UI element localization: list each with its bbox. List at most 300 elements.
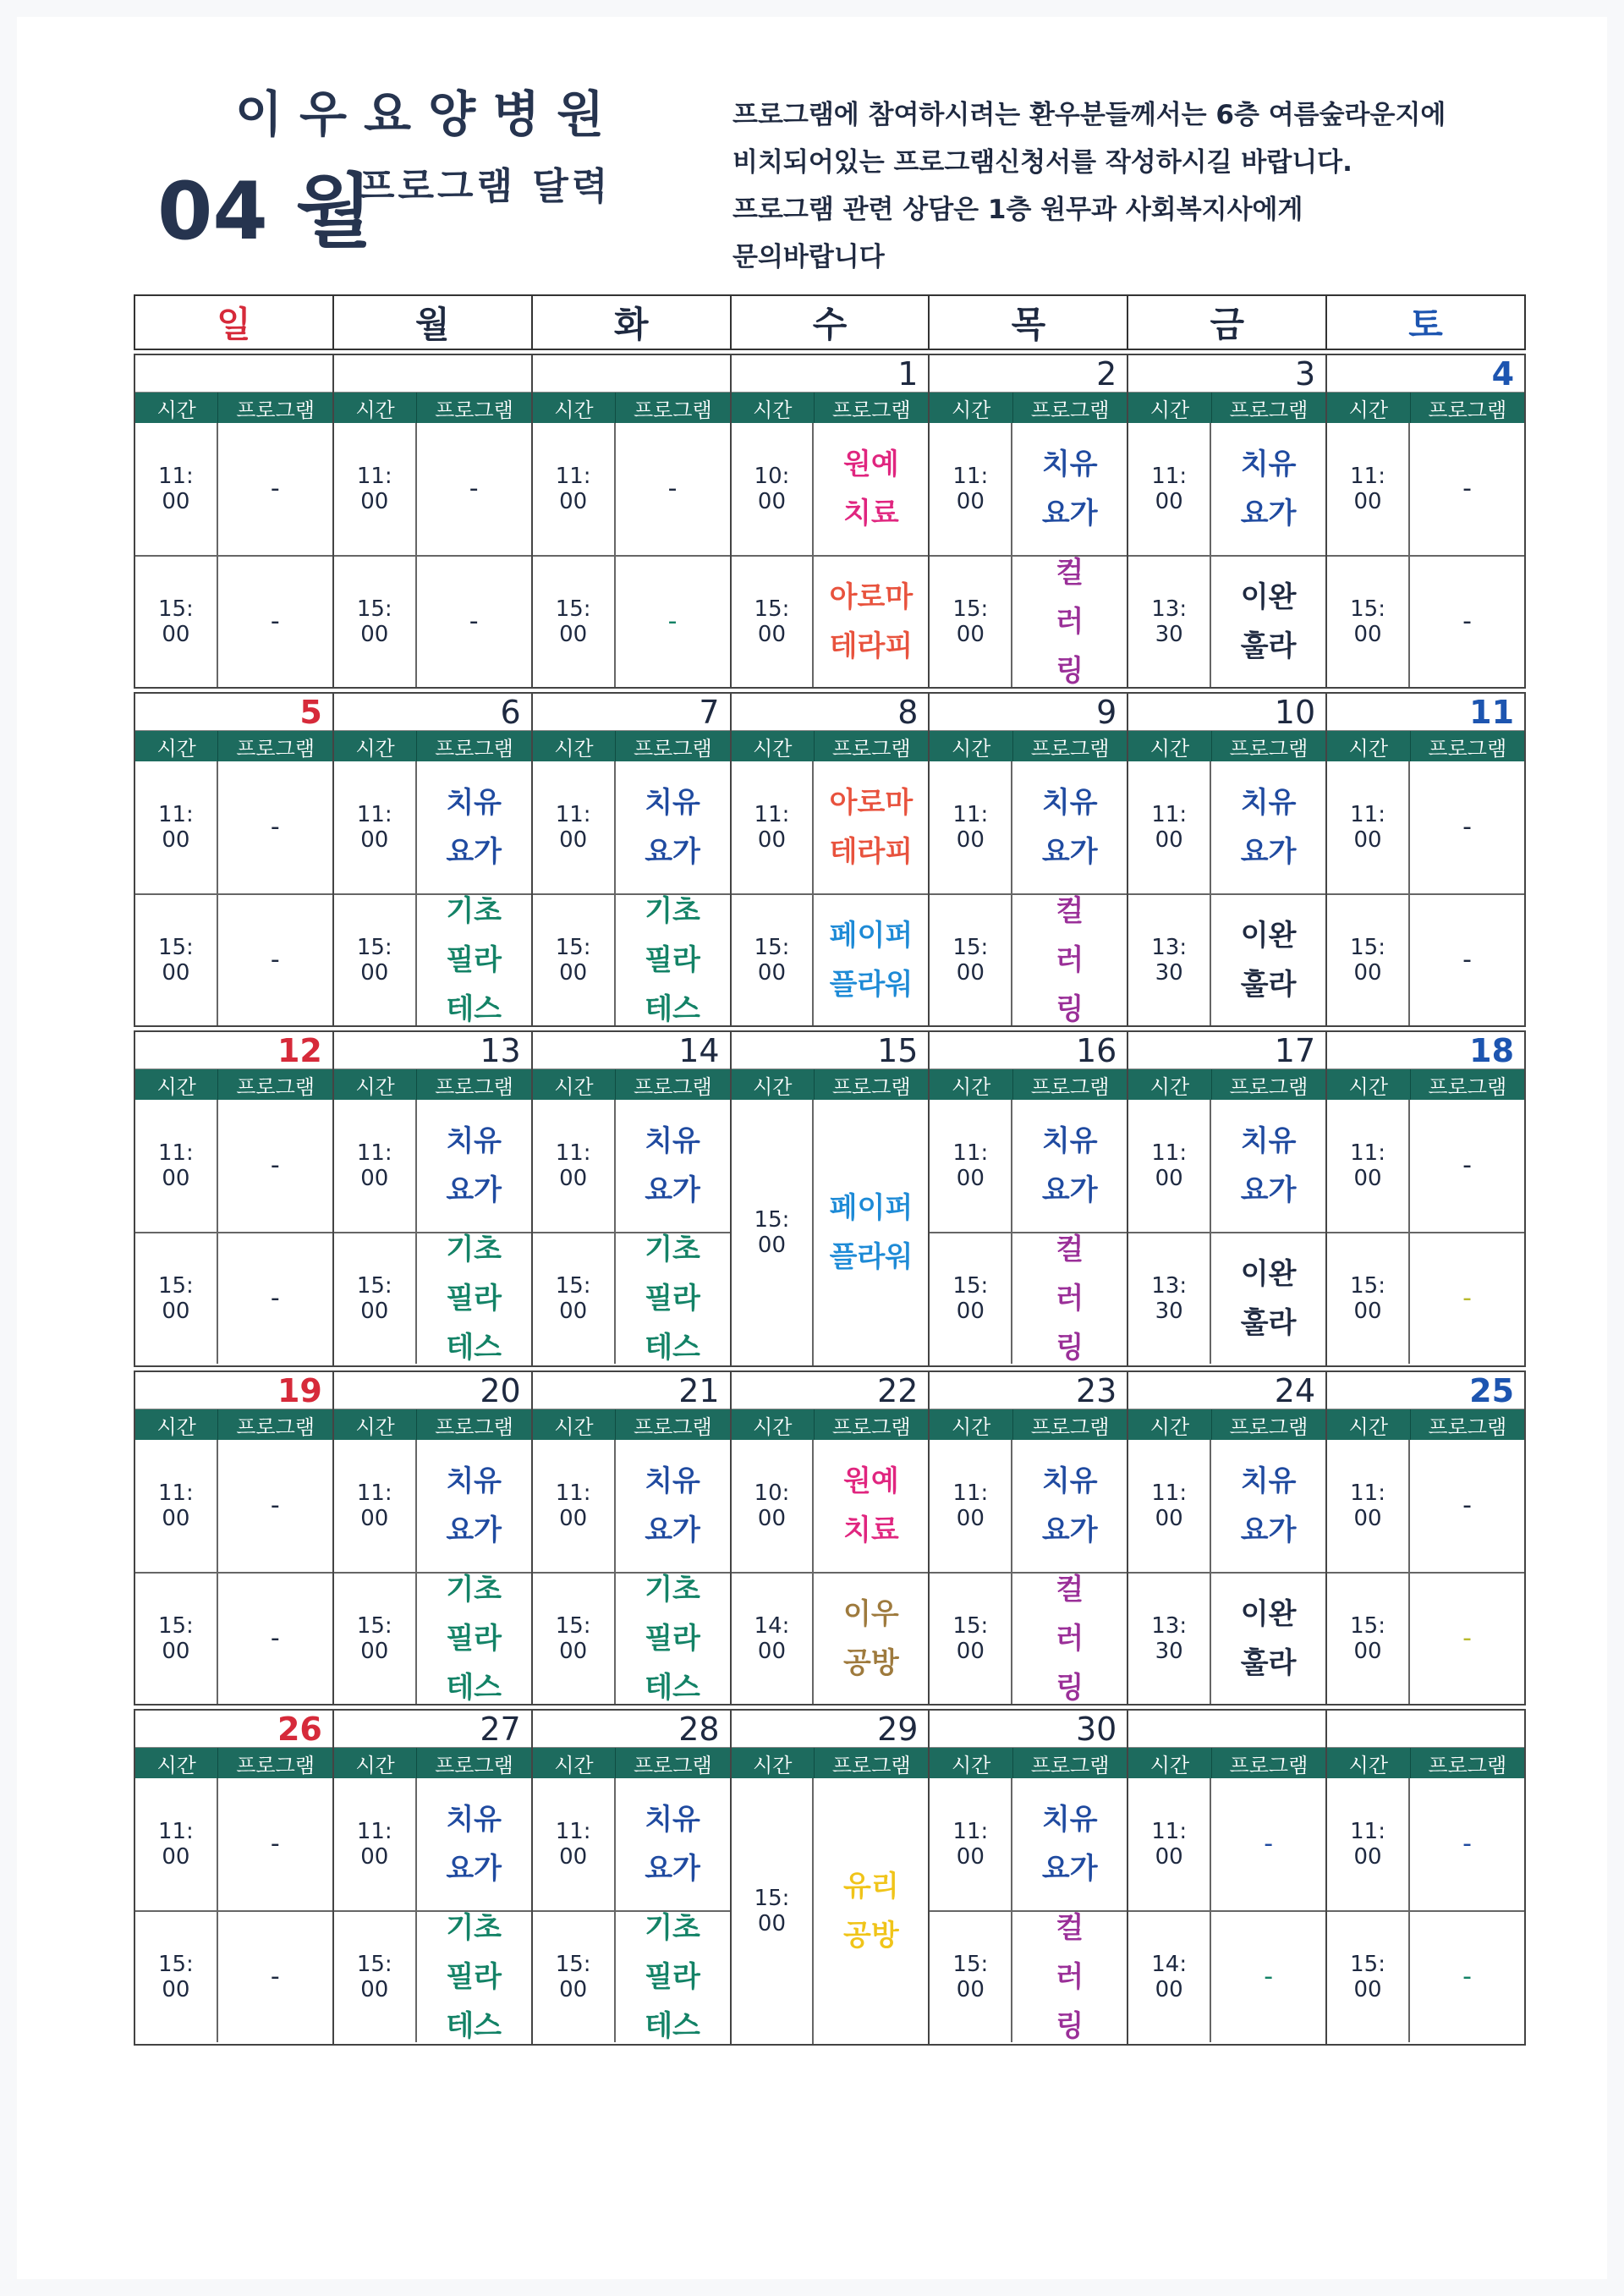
slot-time: 11: 00 xyxy=(930,1100,1012,1232)
column-header-bar xyxy=(533,1069,730,1100)
notice-line: 프로그램에 참여하시려는 환우분들께서는 6층 여름숲라운지에 xyxy=(732,100,1446,130)
slot-program: 아로마 테라피 xyxy=(829,580,914,663)
column-header-bar xyxy=(1327,1409,1524,1440)
day-number: 25 xyxy=(1327,1372,1524,1409)
time-column-label: 시간 xyxy=(1128,731,1211,761)
slot-time: 11: 00 xyxy=(533,1100,616,1232)
slot-time: 13: 30 xyxy=(1128,1233,1211,1364)
slot-program: 치유 요가 xyxy=(1041,1124,1098,1207)
slot-program: - xyxy=(270,1829,280,1859)
slot-time: 15: 00 xyxy=(732,1100,815,1365)
column-header-bar xyxy=(1128,1748,1325,1778)
slot-time: 11: 00 xyxy=(135,1100,218,1232)
calendar-day-cell xyxy=(930,1372,1128,1704)
calendar-day-cell xyxy=(732,1711,930,2044)
slot-time: 11: 00 xyxy=(135,1778,218,1910)
slot-time: 11: 00 xyxy=(334,761,417,893)
slot-program: 치유 요가 xyxy=(446,1124,502,1207)
calendar-day-cell xyxy=(135,1711,334,2044)
calendar-week xyxy=(134,1709,1526,2046)
calendar-week xyxy=(134,692,1526,1027)
slot-program: - xyxy=(270,945,280,975)
day-number: 30 xyxy=(930,1711,1127,1748)
slot-time: 15: 00 xyxy=(533,1233,616,1364)
day-number: 21 xyxy=(533,1372,730,1409)
slot-time: 14: 00 xyxy=(1128,1912,1211,2042)
slot-time: 15: 00 xyxy=(1327,557,1410,687)
time-column-label: 시간 xyxy=(533,393,616,423)
slot-program: 기초 필라 테스 xyxy=(446,1911,502,2043)
slot-time: 15: 00 xyxy=(334,557,417,687)
day-number: 6 xyxy=(334,694,531,731)
day-number: 16 xyxy=(930,1032,1127,1069)
program-slot xyxy=(533,1232,730,1364)
day-number: 4 xyxy=(1327,355,1524,393)
day-number: 14 xyxy=(533,1032,730,1069)
slot-time: 11: 00 xyxy=(1128,761,1211,893)
slot-program: 치유 요가 xyxy=(645,1464,700,1547)
program-slot xyxy=(135,893,332,1025)
slot-time: 11: 00 xyxy=(930,423,1012,555)
slot-program: 페이퍼 플라워 xyxy=(829,919,914,1002)
column-header-bar xyxy=(533,731,730,761)
column-header-bar xyxy=(732,731,929,761)
slot-time: 11: 00 xyxy=(135,423,218,555)
program-slot xyxy=(135,1910,332,2042)
time-column-label: 시간 xyxy=(732,731,815,761)
slot-program: 컬 러 링 xyxy=(1056,1233,1084,1365)
column-header-bar xyxy=(334,1069,531,1100)
program-column-label: 프로그램 xyxy=(1428,1074,1507,1099)
slot-time: 11: 00 xyxy=(334,1778,417,1910)
day-number xyxy=(533,355,730,393)
time-column-label: 시간 xyxy=(1128,393,1211,423)
slot-program: 기초 필라 테스 xyxy=(645,1233,700,1365)
slot-program: 원예 치료 xyxy=(843,448,899,530)
calendar-day-cell xyxy=(732,355,930,687)
column-header-bar xyxy=(732,393,929,423)
program-slot xyxy=(732,1440,929,1572)
program-slot xyxy=(732,555,929,687)
program-slot xyxy=(1327,1232,1524,1364)
program-column-label: 프로그램 xyxy=(831,398,911,422)
slot-program: - xyxy=(1264,1829,1274,1859)
time-column-label: 시간 xyxy=(533,1409,616,1440)
day-number: 7 xyxy=(533,694,730,731)
program-slot xyxy=(930,1232,1127,1364)
time-column-label: 시간 xyxy=(135,393,218,423)
day-number: 2 xyxy=(930,355,1127,393)
day-number: 29 xyxy=(732,1711,929,1748)
program-slot xyxy=(334,1232,531,1364)
day-number: 20 xyxy=(334,1372,531,1409)
program-slot xyxy=(930,893,1127,1025)
program-slot xyxy=(1327,555,1524,687)
slot-time: 11: 00 xyxy=(533,423,616,555)
program-column-label: 프로그램 xyxy=(1229,398,1309,422)
slot-time: 15: 00 xyxy=(732,895,815,1025)
calendar-day-cell xyxy=(1128,1711,1327,2044)
column-header-bar xyxy=(930,1069,1127,1100)
program-slot xyxy=(334,555,531,687)
program-slot xyxy=(1128,1572,1325,1704)
program-slot xyxy=(135,1232,332,1364)
program-slot xyxy=(1327,1778,1524,1910)
calendar-day-cell xyxy=(334,1032,533,1365)
time-column-label: 시간 xyxy=(135,1748,218,1778)
slot-time: 10: 00 xyxy=(732,1440,815,1572)
slot-program: 이우 공방 xyxy=(843,1597,899,1680)
day-number xyxy=(334,355,531,393)
slot-program: - xyxy=(1462,1283,1472,1313)
slot-time: 14: 00 xyxy=(732,1574,815,1704)
day-number: 26 xyxy=(135,1711,332,1748)
program-slot xyxy=(930,1440,1127,1572)
slot-time: 13: 30 xyxy=(1128,895,1211,1025)
slot-program: - xyxy=(1462,1829,1472,1859)
program-slot xyxy=(930,1778,1127,1910)
weekday-header-row xyxy=(134,294,1526,350)
program-slot xyxy=(1128,761,1325,893)
program-slot xyxy=(1128,423,1325,555)
day-number: 23 xyxy=(930,1372,1127,1409)
time-column-label: 시간 xyxy=(334,1409,417,1440)
day-number: 13 xyxy=(334,1032,531,1069)
program-slot xyxy=(1128,1910,1325,2042)
day-number xyxy=(1327,1711,1524,1748)
time-column-label: 시간 xyxy=(1128,1409,1211,1440)
slot-program: - xyxy=(1462,1151,1472,1180)
calendar-day-cell xyxy=(533,355,732,687)
calendar-day-cell xyxy=(533,1032,732,1365)
program-slot xyxy=(930,1572,1127,1704)
slot-time: 11: 00 xyxy=(533,761,616,893)
program-slot xyxy=(930,1100,1127,1232)
column-header-bar xyxy=(334,1409,531,1440)
weekday-sunday: 일 xyxy=(135,296,334,349)
slot-time: 15: 00 xyxy=(135,1574,218,1704)
slot-program: 치유 요가 xyxy=(1240,1464,1297,1547)
program-slot xyxy=(135,1778,332,1910)
program-slot xyxy=(1327,1100,1524,1232)
day-number: 10 xyxy=(1128,694,1325,731)
program-column-label: 프로그램 xyxy=(236,398,315,422)
calendar-day-cell xyxy=(1327,1711,1524,2044)
program-slot xyxy=(1327,893,1524,1025)
time-column-label: 시간 xyxy=(732,1409,815,1440)
calendar-subtitle: 프로그램 달력 xyxy=(359,165,612,208)
program-column-label: 프로그램 xyxy=(831,1074,911,1099)
column-header-bar xyxy=(135,1069,332,1100)
calendar-day-cell xyxy=(135,1032,334,1365)
program-slot xyxy=(930,555,1127,687)
column-header-bar xyxy=(732,1748,929,1778)
time-column-label: 시간 xyxy=(533,1748,616,1778)
calendar-day-cell xyxy=(135,355,334,687)
notice-line: 프로그램 관련 상담은 1층 원무과 사회복지사에게 xyxy=(732,195,1303,225)
column-header-bar xyxy=(1327,731,1524,761)
slot-program: 치유 요가 xyxy=(1041,1803,1098,1886)
time-column-label: 시간 xyxy=(533,731,616,761)
program-slot xyxy=(135,1572,332,1704)
program-slot xyxy=(135,1440,332,1572)
time-column-label: 시간 xyxy=(1327,393,1410,423)
column-header-bar xyxy=(533,393,730,423)
time-column-label: 시간 xyxy=(135,1069,218,1100)
program-column-label: 프로그램 xyxy=(435,1753,513,1777)
day-number xyxy=(135,355,332,393)
slot-time: 15: 00 xyxy=(533,1574,616,1704)
slot-program: - xyxy=(270,607,280,636)
calendar-day-cell xyxy=(930,1032,1128,1365)
slot-program: 치유 요가 xyxy=(446,1803,502,1886)
program-slot xyxy=(533,423,730,555)
program-slot xyxy=(732,761,929,893)
program-column-label: 프로그램 xyxy=(1030,398,1110,422)
slot-time: 15: 00 xyxy=(334,1233,417,1364)
program-column-label: 프로그램 xyxy=(633,736,712,761)
time-column-label: 시간 xyxy=(1128,1748,1211,1778)
program-column-label: 프로그램 xyxy=(236,1414,315,1439)
column-header-bar xyxy=(1327,393,1524,423)
slot-program: 컬 러 링 xyxy=(1056,894,1084,1026)
day-number: 9 xyxy=(930,694,1127,731)
time-column-label: 시간 xyxy=(334,1748,417,1778)
calendar-day-cell xyxy=(732,1372,930,1704)
program-slot xyxy=(533,1910,730,2042)
program-column-label: 프로그램 xyxy=(1030,1753,1110,1777)
slot-time: 11: 00 xyxy=(930,761,1012,893)
time-column-label: 시간 xyxy=(930,1409,1012,1440)
calendar-day-cell xyxy=(732,694,930,1025)
day-number xyxy=(1128,1711,1325,1748)
slot-time: 15: 00 xyxy=(135,1233,218,1364)
program-column-label: 프로그램 xyxy=(1030,1414,1110,1439)
program-slot xyxy=(1128,1440,1325,1572)
slot-time: 15: 00 xyxy=(1327,1233,1410,1364)
calendar-day-cell xyxy=(1327,355,1524,687)
slot-time: 15: 00 xyxy=(1327,895,1410,1025)
program-slot xyxy=(1128,1232,1325,1364)
slot-time: 11: 00 xyxy=(334,1100,417,1232)
column-header-bar xyxy=(1327,1069,1524,1100)
calendar-day-cell xyxy=(533,694,732,1025)
calendar-day-cell xyxy=(1128,355,1327,687)
slot-program: - xyxy=(270,474,280,503)
slot-time: 15: 00 xyxy=(930,895,1012,1025)
calendar-week xyxy=(134,354,1526,689)
slot-program: - xyxy=(270,812,280,842)
slot-program: - xyxy=(1462,945,1472,975)
calendar-day-cell xyxy=(533,1372,732,1704)
calendar-day-cell xyxy=(334,1372,533,1704)
time-column-label: 시간 xyxy=(930,393,1012,423)
slot-time: 15: 00 xyxy=(930,1574,1012,1704)
notice-line: 문의바랍니다 xyxy=(732,242,885,272)
program-slot xyxy=(533,1572,730,1704)
slot-time: 15: 00 xyxy=(533,557,616,687)
program-column-label: 프로그램 xyxy=(1229,736,1309,761)
program-slot xyxy=(135,761,332,893)
weekday-wednesday: 수 xyxy=(732,296,930,349)
slot-program: - xyxy=(1264,1962,1274,1991)
slot-time: 11: 00 xyxy=(334,1440,417,1572)
calendar-day-cell xyxy=(930,355,1128,687)
program-slot xyxy=(930,1910,1127,2042)
day-number: 8 xyxy=(732,694,929,731)
slot-time: 11: 00 xyxy=(1128,1778,1211,1910)
slot-time: 11: 00 xyxy=(1327,1100,1410,1232)
program-slot xyxy=(533,761,730,893)
column-header-bar xyxy=(334,1748,531,1778)
calendar-day-cell xyxy=(1327,1372,1524,1704)
program-column-label: 프로그램 xyxy=(1229,1414,1309,1439)
day-number: 3 xyxy=(1128,355,1325,393)
column-header-bar xyxy=(135,1409,332,1440)
time-column-label: 시간 xyxy=(135,1409,218,1440)
slot-program: 치유 요가 xyxy=(1041,1464,1098,1547)
column-header-bar xyxy=(135,731,332,761)
program-slot xyxy=(334,1778,531,1910)
program-slot xyxy=(533,1100,730,1232)
slot-time: 11: 00 xyxy=(732,761,815,893)
program-column-label: 프로그램 xyxy=(236,1074,315,1099)
program-slot xyxy=(135,1100,332,1232)
program-column-label: 프로그램 xyxy=(435,1414,513,1439)
program-slot xyxy=(1327,761,1524,893)
slot-program: 기초 필라 테스 xyxy=(645,1911,700,2043)
program-column-label: 프로그램 xyxy=(1428,398,1507,422)
slot-program: - xyxy=(270,1151,280,1180)
slot-program: - xyxy=(667,607,678,636)
slot-program: - xyxy=(1462,1962,1472,1991)
slot-time: 15: 00 xyxy=(135,1912,218,2042)
program-slot xyxy=(1128,1100,1325,1232)
column-header-bar xyxy=(1327,1748,1524,1778)
slot-time: 11: 00 xyxy=(533,1440,616,1572)
time-column-label: 시간 xyxy=(1327,1748,1410,1778)
slot-program: 이완 훌라 xyxy=(1240,580,1297,663)
column-header-bar xyxy=(1128,731,1325,761)
slot-program: 치유 요가 xyxy=(1240,448,1297,530)
day-number: 17 xyxy=(1128,1032,1325,1069)
calendar-day-cell xyxy=(930,1711,1128,2044)
time-column-label: 시간 xyxy=(1128,1069,1211,1100)
calendar-day-cell xyxy=(1327,1032,1524,1365)
slot-program: 유리 공방 xyxy=(843,1870,899,1953)
calendar-day-cell xyxy=(930,694,1128,1025)
slot-time: 11: 00 xyxy=(533,1778,616,1910)
program-slot xyxy=(1327,1910,1524,2042)
slot-program: - xyxy=(270,1962,280,1991)
program-slot xyxy=(1128,893,1325,1025)
time-column-label: 시간 xyxy=(732,393,815,423)
slot-program: 기초 필라 테스 xyxy=(446,1233,502,1365)
program-slot xyxy=(135,555,332,687)
slot-program: - xyxy=(270,1283,280,1313)
column-header-bar xyxy=(1128,1069,1325,1100)
slot-time: 15: 00 xyxy=(930,1912,1012,2042)
calendar-grid xyxy=(134,354,1526,2049)
calendar-day-cell xyxy=(1327,694,1524,1025)
slot-program: 치유 요가 xyxy=(1240,786,1297,869)
program-column-label: 프로그램 xyxy=(236,736,315,761)
calendar-day-cell xyxy=(334,694,533,1025)
program-slot xyxy=(1128,555,1325,687)
slot-program: 치유 요가 xyxy=(446,1464,502,1547)
slot-time: 15: 00 xyxy=(135,895,218,1025)
column-header-bar xyxy=(135,1748,332,1778)
slot-time: 13: 30 xyxy=(1128,557,1211,687)
program-slot xyxy=(334,761,531,893)
calendar-day-cell xyxy=(732,1032,930,1365)
program-column-label: 프로그램 xyxy=(1229,1753,1309,1777)
calendar-day-cell xyxy=(334,355,533,687)
slot-program: 컬 러 링 xyxy=(1056,1573,1084,1705)
day-number: 24 xyxy=(1128,1372,1325,1409)
slot-program: - xyxy=(469,607,479,636)
time-column-label: 시간 xyxy=(135,731,218,761)
program-slot xyxy=(533,893,730,1025)
calendar-week xyxy=(134,1370,1526,1706)
slot-program: - xyxy=(1462,1623,1472,1653)
program-column-label: 프로그램 xyxy=(1229,1074,1309,1099)
program-slot xyxy=(334,1440,531,1572)
calendar-day-cell xyxy=(533,1711,732,2044)
calendar-day-cell xyxy=(1128,1372,1327,1704)
program-slot xyxy=(533,1440,730,1572)
slot-program: 기초 필라 테스 xyxy=(446,1573,502,1705)
day-number: 28 xyxy=(533,1711,730,1748)
slot-program: - xyxy=(667,474,678,503)
column-header-bar xyxy=(930,393,1127,423)
slot-time: 15: 00 xyxy=(1327,1574,1410,1704)
time-column-label: 시간 xyxy=(1327,731,1410,761)
time-column-label: 시간 xyxy=(334,731,417,761)
calendar-day-cell xyxy=(1128,1032,1327,1365)
program-slot xyxy=(930,423,1127,555)
slot-program: - xyxy=(469,474,479,503)
weekday-saturday: 토 xyxy=(1408,304,1443,345)
weekday-monday: 월 xyxy=(334,296,533,349)
slot-time: 11: 00 xyxy=(930,1440,1012,1572)
slot-time: 11: 00 xyxy=(1128,1440,1211,1572)
slot-program: 컬 러 링 xyxy=(1056,1911,1084,2043)
slot-program: - xyxy=(270,1491,280,1520)
calendar-day-cell xyxy=(135,694,334,1025)
day-number: 19 xyxy=(135,1372,332,1409)
program-column-label: 프로그램 xyxy=(633,1753,712,1777)
weekday-thursday: 목 xyxy=(930,296,1128,349)
program-column-label: 프로그램 xyxy=(236,1753,315,1777)
time-column-label: 시간 xyxy=(1327,1069,1410,1100)
slot-program: 아로마 테라피 xyxy=(829,786,914,869)
slot-time: 15: 00 xyxy=(334,1912,417,2042)
calendar-day-cell xyxy=(334,1711,533,2044)
column-header-bar xyxy=(1128,393,1325,423)
slot-time: 11: 00 xyxy=(1327,1778,1410,1910)
slot-time: 15: 00 xyxy=(135,557,218,687)
calendar-day-cell xyxy=(1128,694,1327,1025)
program-slot xyxy=(533,555,730,687)
program-slot xyxy=(1327,1572,1524,1704)
slot-time: 15: 00 xyxy=(732,1778,815,2044)
weekday-friday: 금 xyxy=(1128,296,1327,349)
slot-time: 11: 00 xyxy=(135,761,218,893)
program-slot xyxy=(334,423,531,555)
slot-program: 이완 훌라 xyxy=(1240,919,1297,1002)
program-slot xyxy=(135,423,332,555)
